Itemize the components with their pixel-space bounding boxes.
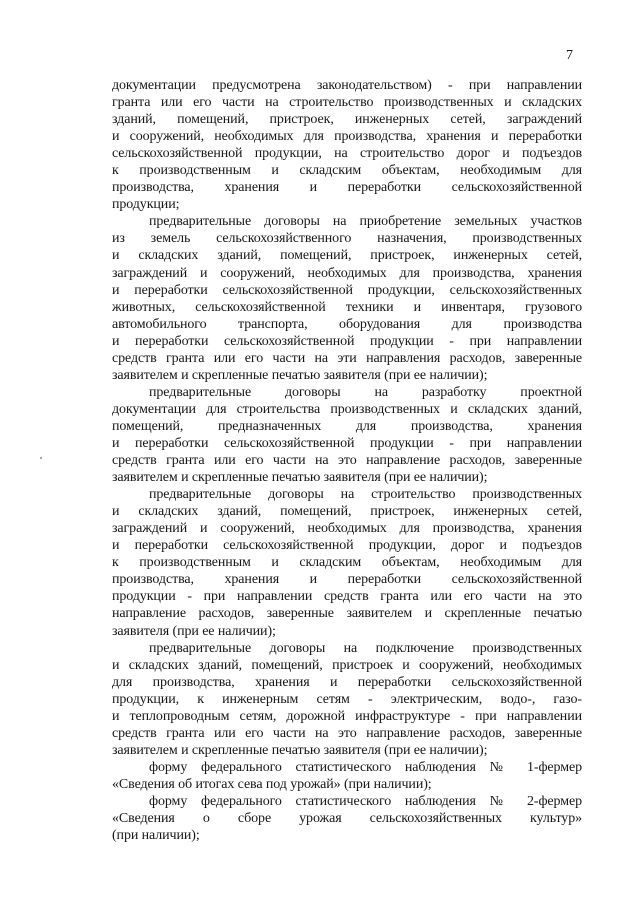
text-line: для производства, хранения и переработки сельскохозяйственной	[112, 674, 582, 690]
text-line: животных, сельскохозяйственной техники и инвентаря, грузового	[112, 299, 582, 315]
text-line: и сооружений, необходимых для производства, хранения и переработки	[112, 129, 582, 145]
text-line: продукции - при направлении средств гранта или его части на это	[112, 589, 582, 605]
text-line: «Сведения о сборе урожая сельскохозяйственных культур»	[112, 811, 582, 827]
text-line: сельскохозяйственной продукции, на строительство дорог и подъездов	[112, 146, 582, 162]
body-text	[112, 77, 582, 844]
text-line: и складских зданий, помещений, пристроек, инженерных сетей,	[112, 504, 582, 520]
text-line: и переработки сельскохозяйственной продукции - при направлении	[112, 333, 582, 349]
text-line: заявителем и скрепленные печатью заявителя (при ее наличии);	[112, 742, 488, 758]
text-line: из земель сельскохозяйственного назначения, производственных	[112, 231, 582, 247]
text-line: предварительные договоры на приобретение земельных участков	[149, 214, 582, 230]
text-line: производства, хранения и переработки сельскохозяйственной	[112, 572, 582, 588]
text-line: направление расходов, заверенные заявителем и скрепленные печатью	[112, 606, 582, 622]
text-line: заграждений и сооружений, необходимых для производства, хранения	[112, 265, 582, 281]
text-line: средств гранта или его части на эти направления расходов, заверенные	[112, 350, 582, 366]
text-line: «Сведения об итогах сева под урожай» (при наличии);	[112, 776, 432, 792]
scan-speck	[40, 457, 42, 459]
text-line: заявителем и скрепленные печатью заявителя (при ее наличии);	[112, 470, 488, 486]
text-line: помещений, предназначенных для производства, хранения	[112, 418, 582, 434]
text-line: гранта или его части на строительство производственных и складских	[112, 95, 582, 111]
text-line: предварительные договоры на строительство производственных	[149, 487, 582, 503]
text-line: средств гранта или его части на это направление расходов, заверенные	[112, 725, 582, 741]
text-line: и переработки сельскохозяйственной продукции, дорог и подъездов	[112, 538, 582, 554]
text-line: документации для строительства производственных и складских зданий,	[112, 401, 582, 417]
text-line: и теплопроводным сетям, дорожной инфраструктуре - при направлении	[112, 708, 582, 724]
text-line: предварительные договоры на подключение производственных	[149, 640, 582, 656]
text-line: продукции;	[112, 197, 180, 213]
text-line: заявителя (при ее наличии);	[112, 623, 276, 639]
text-line: предварительные договоры на разработку проектной	[149, 384, 582, 400]
text-line: форму федерального статистического наблюдения № 1-фермер	[149, 759, 582, 775]
text-line: автомобильного транспорта, оборудования для производства	[112, 316, 582, 332]
text-line: к производственным и складским объектам, необходимым для	[112, 163, 582, 179]
text-line: продукции, к инженерным сетям - электрическим, водо-, газо-	[112, 691, 582, 707]
text-line: заграждений и сооружений, необходимых для производства, хранения	[112, 521, 582, 537]
text-line: производства, хранения и переработки сельскохозяйственной	[112, 180, 582, 196]
text-line: форму федерального статистического наблюдения № 2-фермер	[149, 793, 582, 809]
page-number: 7	[566, 48, 573, 63]
text-line: документации предусмотрена законодательством) - при направлении	[112, 78, 582, 93]
text-line: и переработки сельскохозяйственной продукции, сельскохозяйственных	[112, 282, 582, 298]
text-line: (при наличии);	[112, 828, 200, 844]
text-line: и складских зданий, помещений, пристроек и сооружений, необходимых	[112, 657, 582, 673]
text-line: заявителем и скрепленные печатью заявителя (при ее наличии);	[112, 367, 488, 383]
text-line: и складских зданий, помещений, пристроек, инженерных сетей,	[112, 248, 582, 264]
text-line: зданий, помещений, пристроек, инженерных сетей, заграждений	[112, 112, 582, 128]
text-line: к производственным и складским объектам, необходимым для	[112, 555, 582, 571]
text-line: и переработки сельскохозяйственной продукции - при направлении	[112, 435, 582, 451]
text-line: средств гранта или его части на это направление расходов, заверенные	[112, 453, 582, 469]
